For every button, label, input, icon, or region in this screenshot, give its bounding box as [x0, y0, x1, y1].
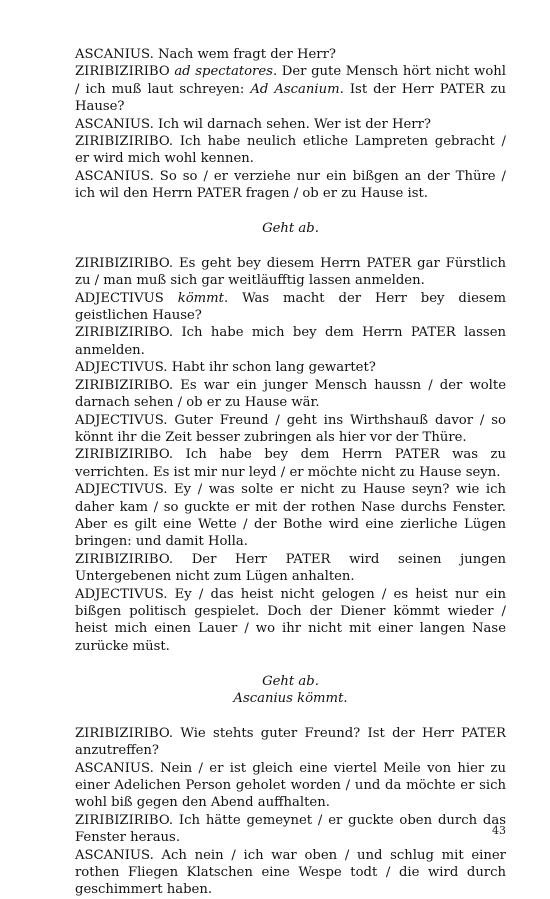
text-run: ASCANIUS. So so / er verziehe nur ein bißgen an der Thüre / ich wil den Herrn PATER fragen / ob er zu Hause ist.: [75, 168, 506, 202]
text-run: . Der gute Mensch hört nicht wohl / ich muß laut schreyen:: [75, 64, 506, 97]
stage-direction: [75, 220, 506, 237]
text-run: Ist der Herr PATER zu Hause?: [75, 81, 506, 115]
text-run: ZIRIBIZIRIBO: [75, 64, 175, 80]
dialogue-paragraph: [75, 481, 506, 551]
text-run: ADJECTIVUS. Ey / was solte er nicht zu Hause seyn? wie ich daher kam / so guckte er mit der rothen Nase durchs Fenster. Aber es gilt eine Wette / der Bothe wird eine zierliche Lügen bringen: und damit Holla.: [75, 482, 506, 550]
page-body: [75, 46, 506, 899]
blank-line: [75, 707, 506, 724]
dialogue-paragraph: [75, 446, 506, 481]
dialogue-paragraph: [75, 760, 506, 812]
text-run: Geht ab.: [262, 673, 319, 689]
text-run: ASCANIUS. Ach nein / ich war oben / und schlug mit einer rothen Fliegen Klatschen eine Wespe todt / die wird durch geschimmert haben.: [75, 847, 506, 898]
text-run: ZIRIBIZIRIBO. Wie stehts guter Freund? Ist der Herr PATER anzutreffen?: [75, 725, 506, 759]
dialogue-paragraph: [75, 377, 506, 412]
dialogue-paragraph: [75, 290, 506, 325]
text-run: ADJECTIVUS. Ey / das heist nicht gelogen / es heist nur ein bißgen politisch gespielet. Doch der Diener kömmt wieder / heist mich einen Lauer / wo ihr nicht mit einer langen Nase zurücke müst.: [75, 586, 506, 654]
text-run: ZIRIBIZIRIBO. Ich habe mich bey dem Herrn PATER lassen anmelden.: [75, 325, 506, 358]
text-run: ADJECTIVUS: [75, 290, 178, 306]
italic-text: ad spectatores: [174, 64, 273, 80]
dialogue-paragraph: [75, 133, 506, 168]
dialogue-paragraph: [75, 586, 506, 656]
dialogue-paragraph: [75, 812, 506, 847]
text-run: ASCANIUS. Nein / er ist gleich eine viertel Meile von hier zu einer Adelichen Person geholet worden / und da möchte er sich wohl biß gegen den Abend auffhalten.: [75, 760, 506, 811]
text-run: ADJECTIVUS. Habt ihr schon lang gewartet?: [75, 360, 376, 376]
blank-line: [75, 237, 506, 254]
dialogue-paragraph: [75, 63, 506, 115]
blank-line: [75, 203, 506, 220]
text-run: ZIRIBIZIRIBO. Ich habe neulich etliche Lampreten gebracht / er wird mich wohl kennen.: [75, 134, 506, 167]
dialogue-paragraph: [75, 551, 506, 586]
italic-text: Ad Ascanium.: [250, 81, 344, 97]
dialogue-paragraph: [75, 847, 506, 899]
stage-direction: [75, 673, 506, 690]
dialogue-paragraph: [75, 46, 506, 63]
text-run: ZIRIBIZIRIBO. Es geht bey diesem Herrn PATER gar Fürstlich zu / man muß sich gar weitläufftig lassen anmelden.: [75, 255, 506, 289]
dialogue-paragraph: [75, 168, 506, 203]
text-run: Geht ab.: [262, 221, 319, 237]
text-run: ASCANIUS. Ich wil darnach sehen. Wer ist der Herr?: [75, 116, 431, 132]
page-number: 43: [492, 824, 506, 837]
text-run: ZIRIBIZIRIBO. Der Herr PATER wird seinen jungen Untergebenen nicht zum Lügen anhalten.: [75, 551, 506, 585]
text-run: ZIRIBIZIRIBO. Ich habe bey dem Herrn PATER was zu verrichten. Es ist mir nur leyd / er möchte nicht zu Hause seyn.: [75, 447, 506, 480]
dialogue-paragraph: [75, 324, 506, 359]
dialogue-paragraph: [75, 359, 506, 376]
text-run: . Was macht der Herr bey diesem geistlichen Hause?: [75, 290, 506, 324]
text-run: ZIRIBIZIRIBO. Ich hätte gemeynet / er guckte oben durch das Fenster heraus.: [75, 812, 506, 846]
dialogue-paragraph: [75, 255, 506, 290]
blank-line: [75, 655, 506, 672]
dialogue-paragraph: [75, 116, 506, 133]
text-run: ADJECTIVUS. Guter Freund / geht ins Wirthshauß davor / so könnt ihr die Zeit besser zubringen als hier vor der Thüre.: [75, 412, 506, 445]
text-run: Ascanius kömmt.: [233, 690, 348, 706]
stage-direction: [75, 690, 506, 707]
text-run: ZIRIBIZIRIBO. Es war ein junger Mensch haussn / der wolte darnach sehen / ob er zu Hause wär.: [75, 377, 506, 411]
dialogue-paragraph: [75, 412, 506, 447]
text-run: ASCANIUS. Nach wem fragt der Herr?: [75, 47, 336, 62]
italic-text: kömmt: [177, 290, 224, 306]
dialogue-paragraph: [75, 725, 506, 760]
